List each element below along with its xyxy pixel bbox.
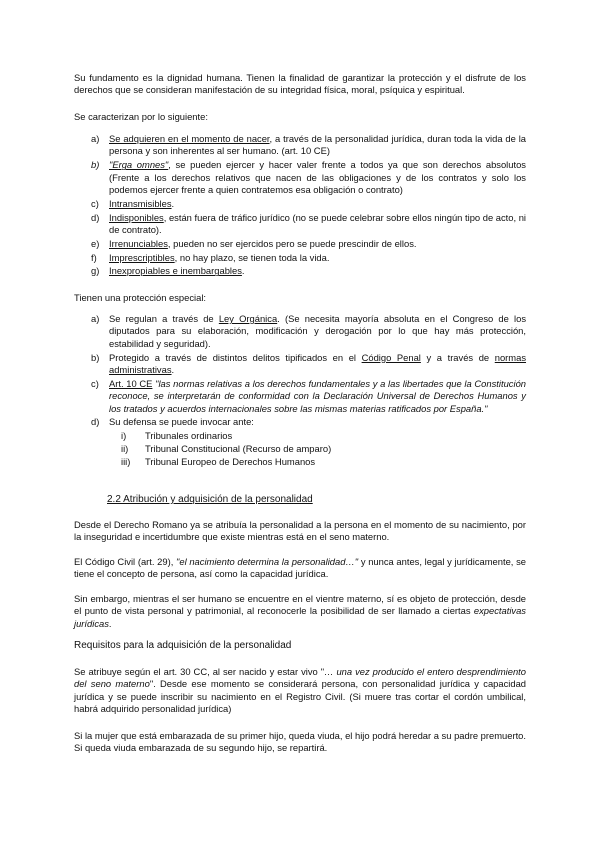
list-item [74, 265, 526, 277]
paragraph-text: y nunca antes, legal y jurídicamente, se tiene el concepto de persona, así como la capacidad jurídica. [74, 556, 526, 580]
list-marker: b) [91, 351, 100, 363]
quote-text: "las normas relativas a los derechos fundamentales y a las libertades que la Constitución reconoce, se interpretarán de conformidad con la Declaración Universal de Derechos Humanos y los tratados y acuerdos internacionales sobre las mismas materias ratificados por España." [109, 377, 526, 414]
item-text: Se regulan a través de [109, 313, 219, 324]
sub-list-item [109, 430, 526, 442]
item-text: Tribunales ordinarios [145, 429, 233, 441]
list-item [74, 252, 526, 264]
italic-text: expectativas jurídicas [74, 605, 526, 629]
term: Inexpropiables e inembargables [109, 265, 242, 277]
item-text: , a través de la personalidad jurídica, duran toda la vida de la persona y son inherentes al ser humano. (art. 10 CE) [109, 133, 526, 157]
item-text: , están fuera de tráfico jurídico (no se puede celebrar sobre ellos ningún tipo de acto, ni de contrato). [109, 211, 526, 236]
list-marker: e) [91, 237, 100, 249]
section-heading: 2.2 Atribución y adquisición de la personalidad [107, 494, 313, 505]
list-item [74, 378, 526, 415]
item-text: Su defensa se puede invocar ante: [109, 416, 254, 428]
term: Imprescriptibles [109, 251, 175, 263]
item-text: , se pueden ejercer y hacer valer frente a todos ya que son derechos absolutos (Frente a los derechos relativos que nacen de las obligaciones y de los contratos y solo los podemos ejercer frente a quien contratemos esa obligación o contrato) [109, 159, 526, 196]
term: Art. 10 CE [109, 377, 153, 389]
paragraph-text: El Código Civil (art. 29), [74, 556, 177, 567]
list-marker: c) [91, 377, 99, 389]
paragraph-derecho-romano: Desde el Derecho Romano ya se atribuía la personalidad a la persona en el momento de su nacimiento, por la inseguridad e incertidumbre que existe mientras está en el seno materno. [74, 519, 526, 543]
term: Intransmisibles [109, 197, 172, 209]
paragraph-fundamento: Su fundamento es la dignidad humana. Tienen la finalidad de garantizar la protección y el disfrute de los derechos que se consideran manifestación de su integridad física, moral, psíquica y espiritual. [74, 72, 526, 96]
list-item [74, 352, 526, 377]
item-text: Tribunal Europeo de Derechos Humanos [145, 456, 316, 468]
term: Se adquieren en el momento de nacer [109, 133, 270, 144]
paragraph-text: ". Desde ese momento se considerará persona, con personalidad jurídica y capacidad jurídica y se puede inscribir su nacimiento en el Registro Civil. (Si muere tras cortar el cordón umbilical, habrá adquirido personalidad jurídica) [74, 678, 526, 715]
paragraph-proteccion: Tienen una protección especial: [74, 292, 207, 303]
sub-list-item [109, 456, 526, 468]
paragraph-text: Sin embargo, mientras el ser humano se encuentre en el vientre materno, sí es objeto de protección, desde el punto de vista personal y patrimonial, al reconocerle la posibilidad de ser llamado a ciertas [74, 593, 526, 617]
term: Ley Orgánica [218, 313, 278, 324]
item-text: , pueden no ser ejercidos pero se puede prescindir de ellos. [167, 237, 417, 249]
list-item [74, 238, 526, 250]
paragraph-caracterizan: Se caracterizan por lo siguiente: [74, 111, 208, 122]
list-marker: d) [91, 416, 100, 428]
quote-text: … una vez producido el entero desprendimiento del seno materno [74, 666, 526, 690]
item-text: . (Se necesita mayoría absoluta en el Congreso de los diputados para su elaboración, modificación y derogación por lo que hay más protección, estabilidad y seguridad). [109, 313, 527, 349]
sub-list-item [109, 443, 526, 455]
item-text: , no hay plazo, se tienen toda la vida. [174, 251, 330, 263]
protection-list [74, 313, 526, 470]
list-marker: f) [91, 251, 97, 263]
term: Indisponibles [109, 211, 164, 223]
term: Código Penal [361, 351, 421, 363]
list-marker: g) [91, 265, 100, 277]
list-marker: a) [91, 313, 100, 324]
list-marker: b) [91, 159, 100, 171]
list-item [74, 133, 526, 158]
paragraph-requisitos [74, 666, 526, 716]
paragraph-text: Se atribuye según el art. 30 CC, al ser nacido y estar vivo " [74, 666, 325, 677]
term: normas administrativas [109, 351, 527, 376]
paragraph-viuda: Si la mujer que está embarazada de su primer hijo, queda viuda, el hijo podrá heredar a su padre premuerto. Si queda viuda embarazada de su segundo hijo, se repartirá. [74, 730, 526, 754]
item-text: Tribunal Constitucional (Recurso de amparo) [145, 443, 332, 455]
item-text: Protegido a través de distintos delitos tipificados en el [109, 351, 362, 363]
item-text: . [171, 364, 175, 376]
tribunals-list [109, 430, 526, 469]
list-item [74, 212, 526, 237]
list-item [74, 416, 526, 468]
list-item [74, 159, 526, 196]
item-text: . [171, 197, 175, 209]
list-marker: a) [91, 133, 100, 144]
list-marker: d) [91, 211, 100, 223]
list-marker: iii) [121, 456, 131, 468]
list-marker: i) [121, 429, 127, 441]
item-text: y a través de [420, 351, 495, 363]
list-item [74, 313, 526, 350]
list-marker: ii) [121, 443, 129, 455]
list-item [74, 198, 526, 210]
characteristics-list [74, 133, 526, 279]
term: Irrenunciables [109, 237, 168, 249]
paragraph-codigo-civil [74, 556, 526, 581]
term: "Erga omnes" [109, 159, 169, 171]
subsection-heading: Requisitos para la adquisición de la personalidad [74, 640, 292, 651]
paragraph-text: . [108, 617, 112, 629]
item-text: . [241, 265, 245, 277]
list-marker: c) [91, 197, 99, 209]
quote-text: "el nacimiento determina la personalidad…" [176, 556, 359, 567]
paragraph-sin-embargo [74, 593, 526, 630]
